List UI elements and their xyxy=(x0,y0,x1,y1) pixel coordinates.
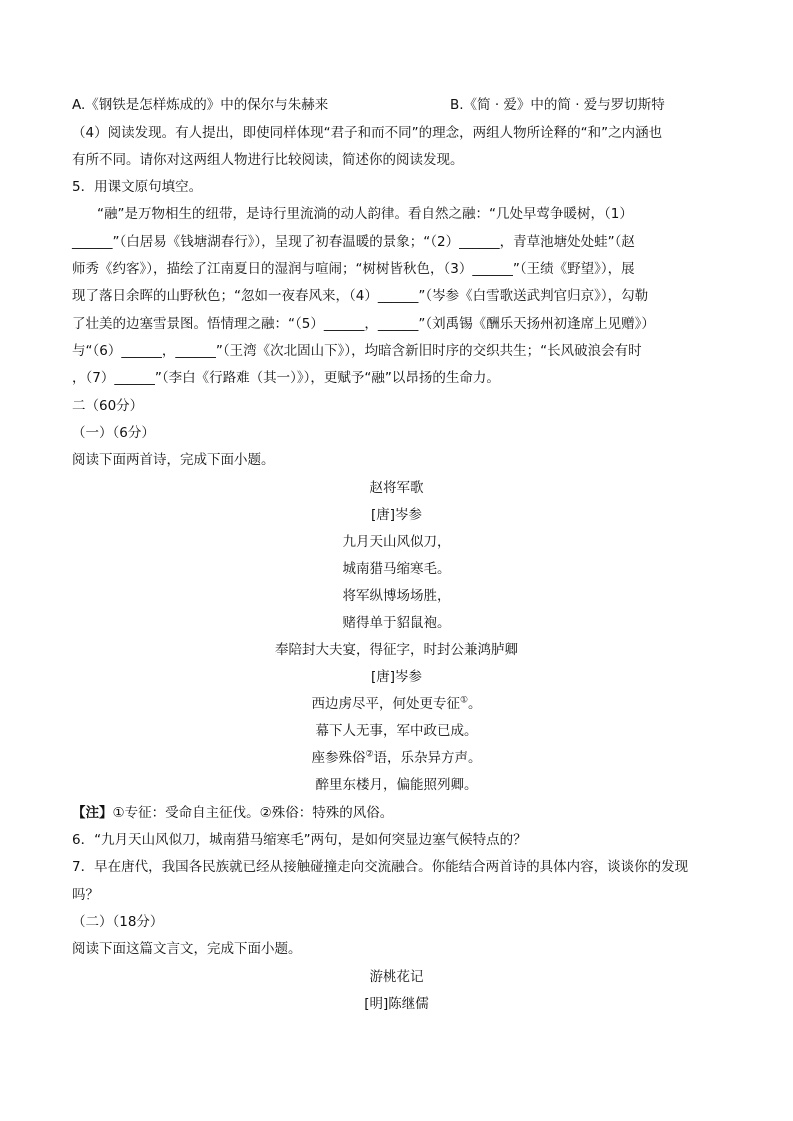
notes-text: ①专征：受命自主征伐。②殊俗：特殊的风俗。 xyxy=(112,805,394,821)
prose-title: 游桃花记 xyxy=(369,969,424,985)
part1-heading: （一）（6分） xyxy=(72,425,155,441)
poem2-line xyxy=(0,749,793,767)
q5-line: 师秀《约客》），描绘了江南夏日的湿润与喧闹；“树树皆秋色，（3）______”（王绩《野望》），展 xyxy=(72,261,635,277)
poem1-line: 九月天山风似刀， xyxy=(342,534,451,550)
notes-label: 【注】 xyxy=(72,805,113,821)
part2-instruction: 阅读下面这篇文言文，完成下面小题。 xyxy=(72,941,302,957)
prose-author: [明]陈继儒 xyxy=(364,996,429,1012)
part1-instruction: 阅读下面两首诗，完成下面小题。 xyxy=(72,452,275,468)
q5-line: ______”（白居易《钱塘湖春行》），呈现了初春温暖的景象；“（2）______，青草池塘处处蛙”（赵 xyxy=(72,234,635,250)
q7-line2: 吗？ xyxy=(72,887,99,903)
poem2-title: 奉陪封大夫宴，得征字，时封公兼鸿胪卿 xyxy=(275,642,518,658)
poem2-author: [唐]岑参 xyxy=(370,669,423,685)
q5-heading: 5．用课文原句填空。 xyxy=(72,179,203,195)
poem2-line xyxy=(0,695,793,713)
poem1-title: 赵将军歌 xyxy=(369,480,424,496)
footnote-marker: ② xyxy=(365,749,374,760)
q5-line: 现了落日余晖的山野秋色；“忽如一夜春风来，（4）______”（岑参《白雪歌送武判官归京》），勾勒 xyxy=(72,288,649,304)
q5-line: 了壮美的边塞雪景图。悟情理之融：“（5）______，______”（刘禹锡《酬乐天扬州初逢席上见赠》） xyxy=(72,316,655,332)
poem2-line1-end: 。 xyxy=(468,696,482,712)
section2-heading: 二（60分） xyxy=(72,398,144,414)
poem2-line: 幕下人无事，军中政已成。 xyxy=(315,723,478,739)
poem1-line: 将军纵博场场胜， xyxy=(342,588,451,604)
poem1-line: 城南猎马缩寒毛。 xyxy=(342,561,451,577)
q4-part4-line2: 有所不同。请你对这两组人物进行比较阅读，简述你的阅读发现。 xyxy=(72,152,464,168)
notes xyxy=(72,804,393,822)
part2-heading: （二）（18分） xyxy=(72,914,164,930)
footnote-marker: ① xyxy=(459,695,469,706)
q4-option-b: B.《简 · 爱》中的简 · 爱与罗切斯特 xyxy=(450,97,665,113)
poem2-line1-text: 西边虏尽平，何处更专征 xyxy=(311,696,460,712)
q5-line: 与“（6）______，______”（王湾《次北固山下》），均暗含新旧时序的交织共生；“长风破浪会有时 xyxy=(72,343,642,359)
q5-line: ，（7）______”（李白《行路难（其一）》），更赋予“融”以昂扬的生命力。 xyxy=(72,370,500,386)
poem2-line3-end: 语，乐杂异方声。 xyxy=(373,750,482,766)
q5-line: “融”是万物相生的纽带，是诗行里流淌的动人韵律。看自然之融：“几处早莺争暖树，（1） xyxy=(97,206,633,222)
q4-part4-line1: （4）阅读发现。有人提出，即使同样体现“君子和而不同”的理念，两组人物所诠释的“和”之内涵也 xyxy=(72,125,663,141)
q4-option-a: A.《钢铁是怎样炼成的》中的保尔与朱赫来 xyxy=(72,97,329,113)
poem2-line3-text: 座参殊俗 xyxy=(311,750,366,766)
q6: 6．“九月天山风似刀，城南猎马缩寒毛”两句，是如何突显边塞气候特点的？ xyxy=(72,832,527,848)
poem2-line: 醉里东楼月，偏能照列卿。 xyxy=(315,777,478,793)
poem1-author: [唐]岑参 xyxy=(370,507,423,523)
poem1-line: 赌得单于貂鼠袍。 xyxy=(342,615,451,631)
q7-line1: 7．早在唐代，我国各民族就已经从接触碰撞走向交流融合。你能结合两首诗的具体内容，谈谈你的发现 xyxy=(72,859,689,875)
